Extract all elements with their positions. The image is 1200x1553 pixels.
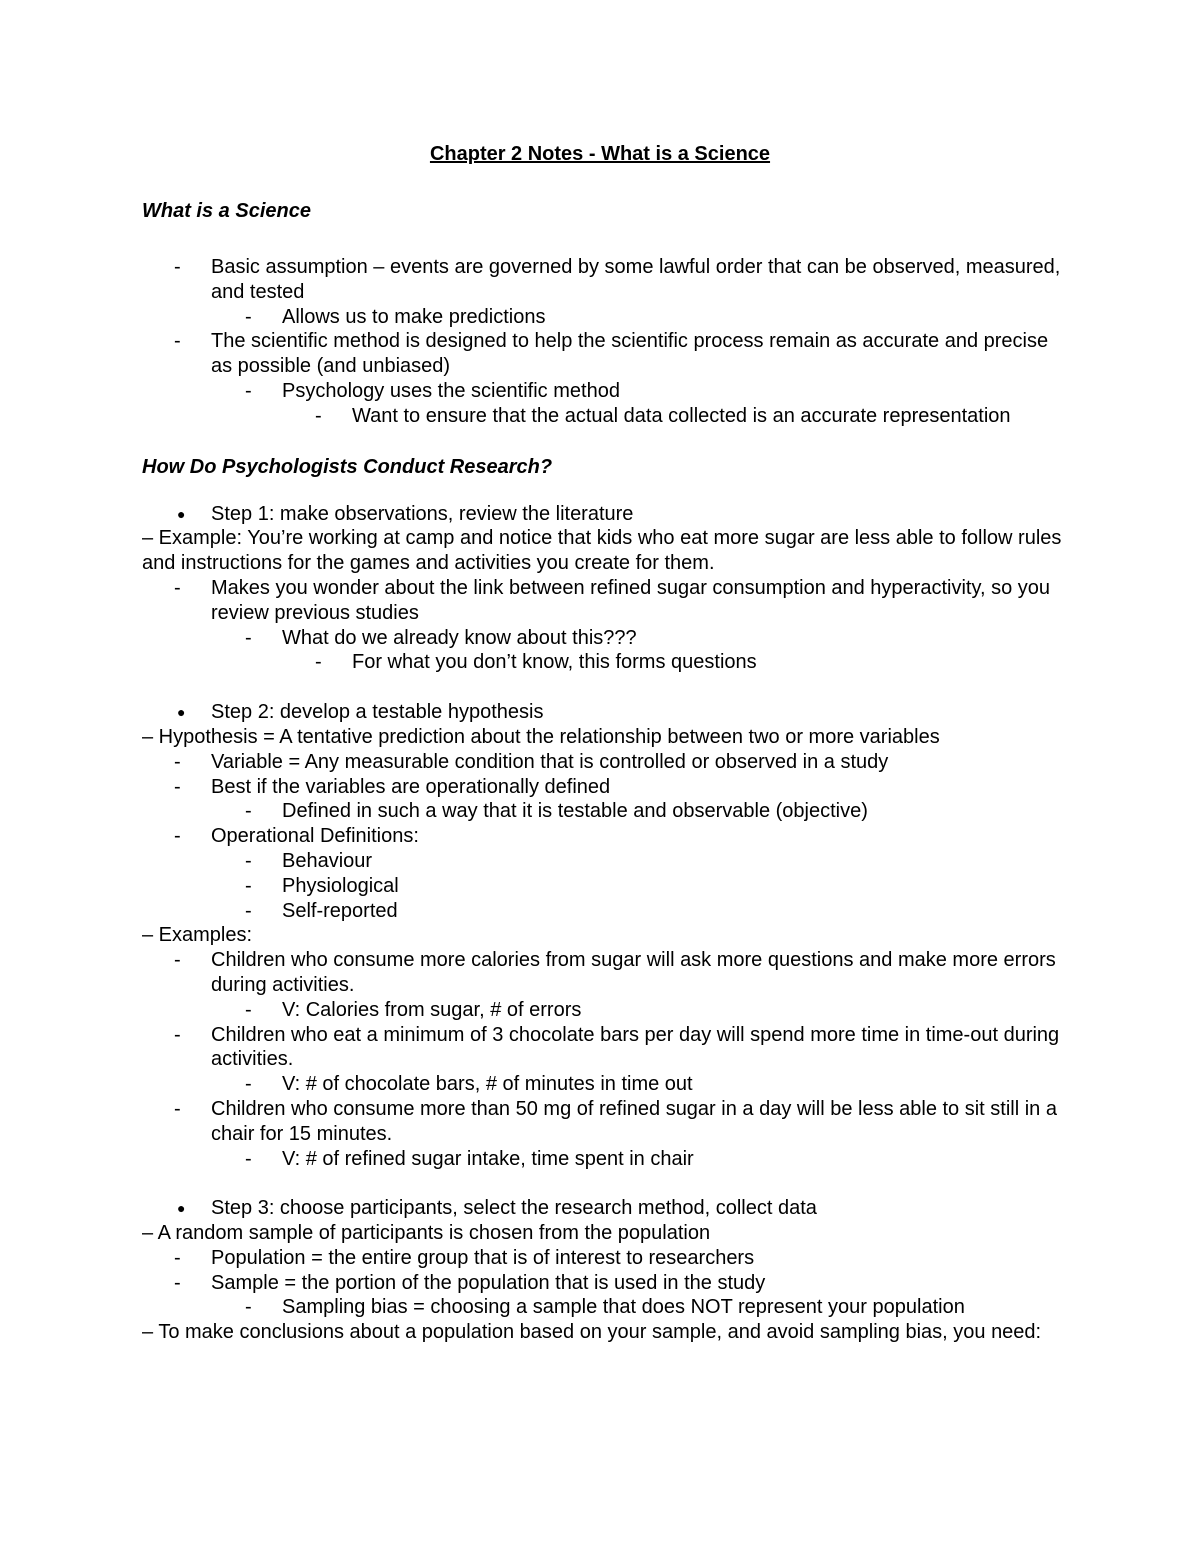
list-item: - Physiological <box>245 874 399 897</box>
section-heading-how-psychologists-research: How Do Psychologists Conduct Research? <box>142 455 553 478</box>
bullet-icon: ● <box>177 704 186 721</box>
list-item: - Basic assumption – events are governed by some lawful order that can be observed, measured, and tested <box>174 256 1061 303</box>
dash-marker: - <box>174 1271 181 1294</box>
list-item: - Psychology uses the scientific method <box>245 379 620 402</box>
dash-marker: - <box>245 849 252 872</box>
dash-marker: - <box>174 1246 181 1269</box>
list-item: - Children who consume more calories from sugar will ask more questions and make more errors during activities. <box>174 949 1056 996</box>
spacer <box>142 675 1072 700</box>
list-item: - Self-reported <box>245 899 398 922</box>
list-item: - Behaviour <box>245 849 373 872</box>
dash-marker: - <box>245 998 252 1021</box>
document-title: Chapter 2 Notes - What is a Science <box>429 143 771 165</box>
list-item: - Sample = the portion of the population that is used in the study <box>174 1271 766 1294</box>
dash-marker: - <box>245 1147 252 1170</box>
dash-marker: - <box>174 1023 181 1046</box>
dash-marker: - <box>315 651 322 674</box>
step-2-item: ● Step 2: develop a testable hypothesis <box>177 701 544 724</box>
list-item: - Want to ensure that the actual data collected is an accurate representation <box>315 404 1011 427</box>
list-item: - Variable = Any measurable condition that is controlled or observed in a study <box>174 750 889 773</box>
list-item: - Children who consume more than 50 mg of refined sugar in a day will be less able to sit still in a chair for 15 minutes. <box>174 1097 1057 1145</box>
dash-marker: - <box>245 874 252 897</box>
dash-marker: - <box>174 576 181 599</box>
conclusion-note: – To make conclusions about a population based on your sample, and avoid sampling bias, you need: <box>142 1321 1042 1344</box>
spacer <box>142 1171 1072 1196</box>
dash-marker: - <box>245 1073 252 1096</box>
dash-marker: - <box>174 1097 181 1120</box>
list-item: - What do we already know about this??? <box>245 626 637 649</box>
dash-marker: - <box>315 404 322 427</box>
dash-marker: - <box>174 775 181 798</box>
random-sample-note: – A random sample of participants is chosen from the population <box>142 1222 711 1245</box>
list-item: - Allows us to make predictions <box>245 305 546 328</box>
dash-marker: - <box>245 1296 252 1319</box>
examples-label: – Examples: <box>142 924 253 947</box>
list-item: - For what you don’t know, this forms questions <box>315 651 757 674</box>
hypothesis-definition: – Hypothesis = A tentative prediction about the relationship between two or more variables <box>142 725 940 748</box>
list-item: - Best if the variables are operationally defined <box>174 775 611 798</box>
dash-marker: - <box>174 825 181 848</box>
bullet-icon: ● <box>177 1200 186 1217</box>
dash-marker: - <box>245 305 252 328</box>
dash-marker: - <box>245 800 252 823</box>
dash-marker: - <box>245 379 252 402</box>
list-item: - Operational Definitions: <box>174 825 419 848</box>
list-item: - Makes you wonder about the link between refined sugar consumption and hyperactivity, so you review previous studies <box>174 576 1051 624</box>
list-item: - Children who eat a minimum of 3 chocolate bars per day will spend more time in time-out during activities. <box>174 1023 1060 1071</box>
dash-marker: - <box>174 750 181 773</box>
document-body <box>142 198 1072 1345</box>
bullet-icon: ● <box>177 505 186 522</box>
step-1-example: – Example: You’re working at camp and notice that kids who eat more sugar are less able to follow rules and instructions for the games and activities you create for them. <box>142 527 1062 575</box>
list-item: - V: Calories from sugar, # of errors <box>245 998 582 1021</box>
step-1-item: ● Step 1: make observations, review the literature <box>177 502 634 525</box>
list-item: - V: # of refined sugar intake, time spent in chair <box>245 1147 694 1170</box>
dash-marker: - <box>245 626 252 649</box>
list-item: - Sampling bias = choosing a sample that does NOT represent your population <box>245 1296 965 1319</box>
list-item: - V: # of chocolate bars, # of minutes in time out <box>245 1073 693 1096</box>
dash-marker: - <box>174 256 181 278</box>
dash-marker: - <box>245 899 252 922</box>
list-item: - Population = the entire group that is of interest to researchers <box>174 1246 755 1269</box>
step-3-item: ● Step 3: choose participants, select the research method, collect data <box>177 1197 817 1220</box>
list-item: - Defined in such a way that it is testable and observable (objective) <box>245 800 868 823</box>
dash-marker: - <box>174 330 181 353</box>
section-heading-what-is-science: What is a Science <box>142 200 311 222</box>
dash-marker: - <box>174 949 181 972</box>
list-item: - The scientific method is designed to help the scientific process remain as accurate and precise as possible (and unbiased) <box>174 330 1049 378</box>
